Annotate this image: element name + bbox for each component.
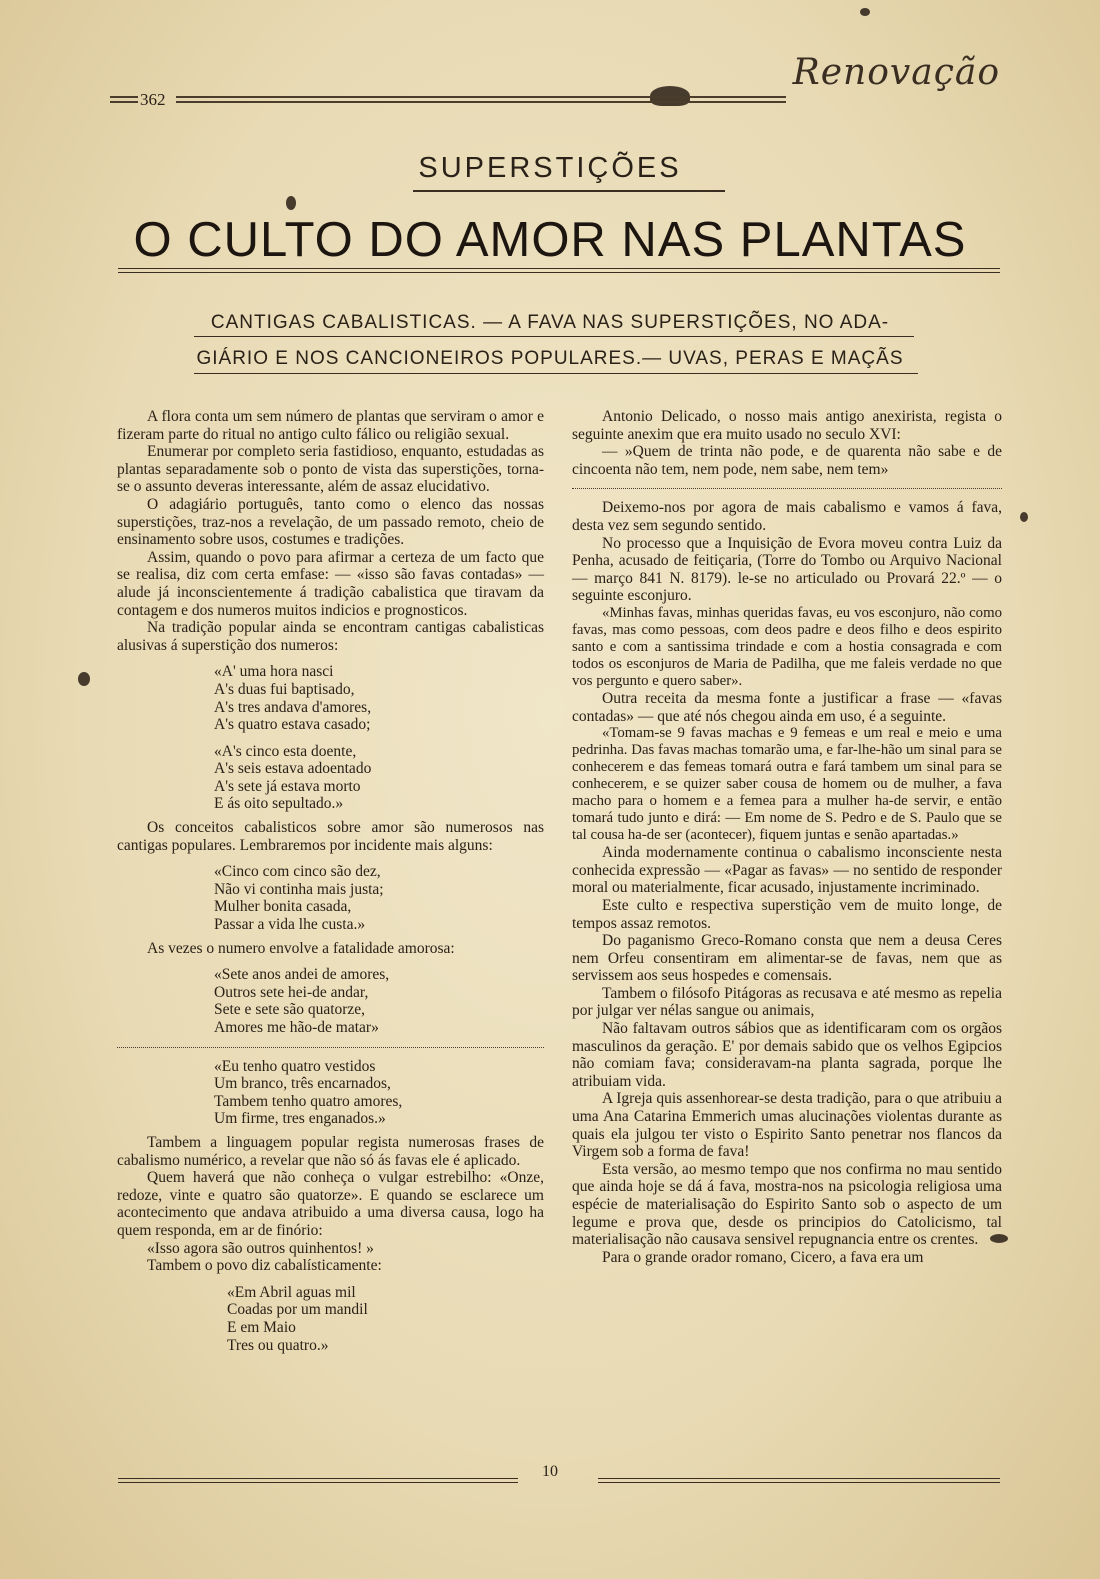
paragraph: Os conceitos cabalisticos sobre amor são numerosos nas cantigas populares. Lembraremos por incidente mais alguns: — [117, 819, 544, 854]
paragraph: Ainda modernamente continua o cabalismo inconsciente nesta conhecida expressão — «Pagar as favas» — no sentido de responder moral ou materialmente, ficar acusado, injustamente incriminado. — [572, 844, 1002, 897]
subtitle-rule — [194, 336, 914, 337]
verse — [214, 1058, 544, 1128]
paragraph: A flora conta um sem número de plantas que serviram o amor e fizeram parte do ritual no antigo culto fálico ou religião sexual. — [117, 408, 544, 443]
section-kicker: SUPERSTIÇÕES — [418, 152, 682, 184]
paragraph: Do paganismo Greco-Romano consta que nem a deusa Ceres nem Orfeu consentiram em alimentar-se de favas, nem que as servissem aos seus hospedes e comensais. — [572, 932, 1002, 985]
verse-line: Coadas por um mandil — [227, 1301, 368, 1319]
page-number: 362 — [140, 90, 166, 109]
subtitle-rule — [194, 373, 918, 374]
page-header — [110, 52, 1000, 122]
article-subtitle-line1: CANTIGAS CABALISTICAS. — A FAVA NAS SUPERSTIÇÕES, NO ADA- — [210, 312, 890, 333]
paragraph: Tambem o povo diz cabalísticamente: — [147, 1257, 382, 1275]
verse-line: A's seis estava adoentado — [214, 760, 372, 778]
footer-rule — [598, 1478, 1000, 1479]
paragraph: Não faltavam outros sábios que as identificaram com os orgãos masculinos da geração. E' por demais sabido que os velhos Egipcios não comiam fava; consideravam-na planta sagrada, porque lhe atribuiam vida. — [572, 1020, 1002, 1090]
verse-line: A's duas fui baptisado, — [214, 680, 355, 698]
verse-line: A's quatro estava casado; — [214, 716, 371, 734]
verse-line: «Em Abril aguas mil — [227, 1283, 356, 1301]
verse-line: «Cinco com cinco são dez, — [214, 863, 381, 881]
verse-line: E em Maio — [227, 1318, 296, 1336]
title-rule — [118, 272, 1000, 273]
footer-rule — [598, 1482, 1000, 1483]
masthead-logo: Renovação — [792, 52, 1000, 93]
verse — [227, 1284, 544, 1354]
verse-line: Sete e sete são quatorze, — [214, 1001, 366, 1019]
verse-line: Tres ou quatro.» — [227, 1336, 329, 1354]
paragraph: Outra receita da mesma fonte a justificar a frase — «favas contadas» — que até nós chegou ainda em uso, é a seguinte. — [572, 689, 1002, 725]
paragraph: As vezes o numero envolve a fatalidade amorosa: — [147, 939, 455, 957]
folio-number: 10 — [542, 1463, 558, 1480]
verse-line: Um branco, três encarnados, — [214, 1075, 391, 1093]
verse-line: Não vi continha mais justa; — [214, 880, 384, 898]
paragraph: Deixemo-nos por agora de mais cabalismo e vamos á fava, desta vez sem segundo sentido. — [572, 499, 1002, 534]
header-rule — [176, 96, 786, 98]
paragraph: Enumerar por completo seria fastidioso, enquanto, estudadas as plantas separadamente sob o ponto de vista das superstições, torna-se o assunto deveras interessante, além de assaz elucidativo. — [117, 443, 544, 496]
dotted-separator — [572, 488, 1002, 489]
article-subtitle-line2: GIÁRIO E NOS CANCIONEIROS POPULARES.— UVAS, PERAS E MAÇÃS — [196, 348, 904, 369]
paragraph: Na tradição popular ainda se encontram cantigas cabalisticas alusivas á superstição dos numeros: — [117, 619, 544, 654]
verse-line: Mulher bonita casada, — [214, 898, 352, 916]
header-rule — [176, 101, 786, 103]
ink-stain — [78, 672, 90, 686]
ink-stain — [1020, 512, 1028, 522]
ink-stain — [286, 196, 296, 210]
paragraph: Tambem a linguagem popular regista numerosas frases de cabalismo numérico, a revelar que não só ás favas ele é aplicado. — [117, 1133, 544, 1169]
paragraph: «Isso agora são outros quinhentos! » — [147, 1239, 374, 1257]
quote-block: «Tomam-se 9 favas machas e 9 femeas e um real e meio e uma pedrinha. Das favas machas tomarão uma, e far-lhe-hão um sinal para se conhecerem e das femeas tomará outra e fará tambem um sinal para se conhecerem, e se quizer saber cousa de homem ou de mulher, a fava macho para o homem e a femea para a mulher ha-de servir, e então tomará tudo junto e dirá: — Em nome de S. Pedro e de S. Paulo que se tal cousa ha-de ser (acontecer), fiquem juntas e senão apartadas.» — [572, 725, 1002, 844]
right-column — [572, 408, 1002, 1266]
left-column — [117, 408, 544, 1360]
paragraph: Este culto e respectiva superstição vem de muito longe, de tempos assaz remotos. — [572, 896, 1002, 932]
verse-line: Amores me hão-de matar» — [214, 1019, 379, 1036]
verse-line: Passar a vida lhe custa.» — [214, 916, 366, 934]
verse-line: Tambem tenho quatro amores, — [214, 1092, 403, 1110]
paragraph: Esta versão, ao mesmo tempo que nos confirma no mau sentido que ainda hoje se dá á fava, mostra-nos na psicologia religiosa uma espécie de materialisação do Espirito Santo sob o aspecto de um legume e prova que, desde os principios do Catolicismo, tal materialisação não causava sensivel repugnancia entre os crentes. — [572, 1160, 1002, 1249]
header-rule — [110, 101, 138, 103]
verse-line: A's sete já estava morto — [214, 777, 361, 795]
article-title: O CULTO DO AMOR NAS PLANTAS — [133, 213, 967, 267]
paragraph: A Igreja quis assenhorear-se desta tradição, para o que atribuiu a uma Ana Catarina Emmerich umas alucinações violentas durante as quais ela julgou ter visto o Espirito Santo penetrar nos flancos da Virgem sob a forma de fava! — [572, 1090, 1002, 1161]
paragraph: Quem haverá que não conheça o vulgar estrebilho: «Onze, redoze, vinte e quatro são quatorze». E quando se esclarece um acontecimento que andava atribuido a uma diversa causa, logo ha quem responda, em ar de finório: — [117, 1169, 544, 1239]
paragraph: Assim, quando o povo para afirmar a certeza de um facto que se realisa, diz com certa emfase: — «isso são favas contadas» — alude já inconscientemente á tradição cabalistica que tiravam da contagem e dos numeros muitos indicios e prognosticos. — [117, 548, 544, 619]
paragraph: Antonio Delicado, o nosso mais antigo anexirista, regista o seguinte anexim que era muito usado no seculo XVI: — [572, 408, 1002, 443]
verse-line: «Sete anos andei de amores, — [214, 966, 390, 984]
verse-line: A's tres andava d'amores, — [214, 698, 372, 716]
verse-line: E ás oito sepultado.» — [214, 795, 344, 813]
verse-line: «A's cinco esta doente, — [214, 742, 357, 760]
footer-rule — [118, 1482, 518, 1483]
paragraph: Tambem o filósofo Pitágoras as recusava e até mesmo as repelia por julgar ver nélas sangue ou animais, — [572, 984, 1002, 1020]
quote-block: «Minhas favas, minhas queridas favas, eu vos esconjuro, não como favas, mas como pessoas, com deos padre e deos filho e deos espirito santo e com a santissima trindade e com a hostia consagrada e com todos os esconjuros de Maria de Padilha, que me faleis verdade no que vos pergunto e quero saber». — [572, 604, 1002, 689]
verse — [214, 663, 544, 733]
verse-line: Outros sete hei-de andar, — [214, 983, 369, 1001]
header-rule — [110, 96, 138, 98]
paragraph: O adagiário português, tanto como o elenco das nossas superstições, traz-nos a revelação, de um passado remoto, cheio de ensinamento sobre usos, costumes e tradições. — [117, 495, 544, 549]
verse — [214, 966, 544, 1036]
paragraph: — »Quem de trinta não pode, e de quarenta não sabe e de cincoenta não tem, nem pode, nem sabe, nem tem» — [572, 443, 1002, 478]
verse-line: Um firme, tres enganados.» — [214, 1110, 386, 1128]
paragraph: Para o grande orador romano, Cicero, a fava era um — [602, 1248, 924, 1266]
title-rule — [118, 268, 1000, 269]
ink-stain — [860, 8, 870, 16]
verse — [214, 863, 544, 933]
verse — [214, 743, 544, 813]
dotted-separator — [117, 1047, 544, 1048]
kicker-rule — [413, 190, 725, 192]
verse-line: «Eu tenho quatro vestidos — [214, 1057, 376, 1075]
verse-line: «A' uma hora nasci — [214, 663, 334, 681]
paragraph: No processo que a Inquisição de Evora moveu contra Luiz da Penha, acusado de feitiçaria, (Torre do Tombo ou Arquivo Nacional — março 841 N. 8179). le-se no articulado ou Provará 22.º — o seguinte esconjuro. — [572, 534, 1002, 605]
